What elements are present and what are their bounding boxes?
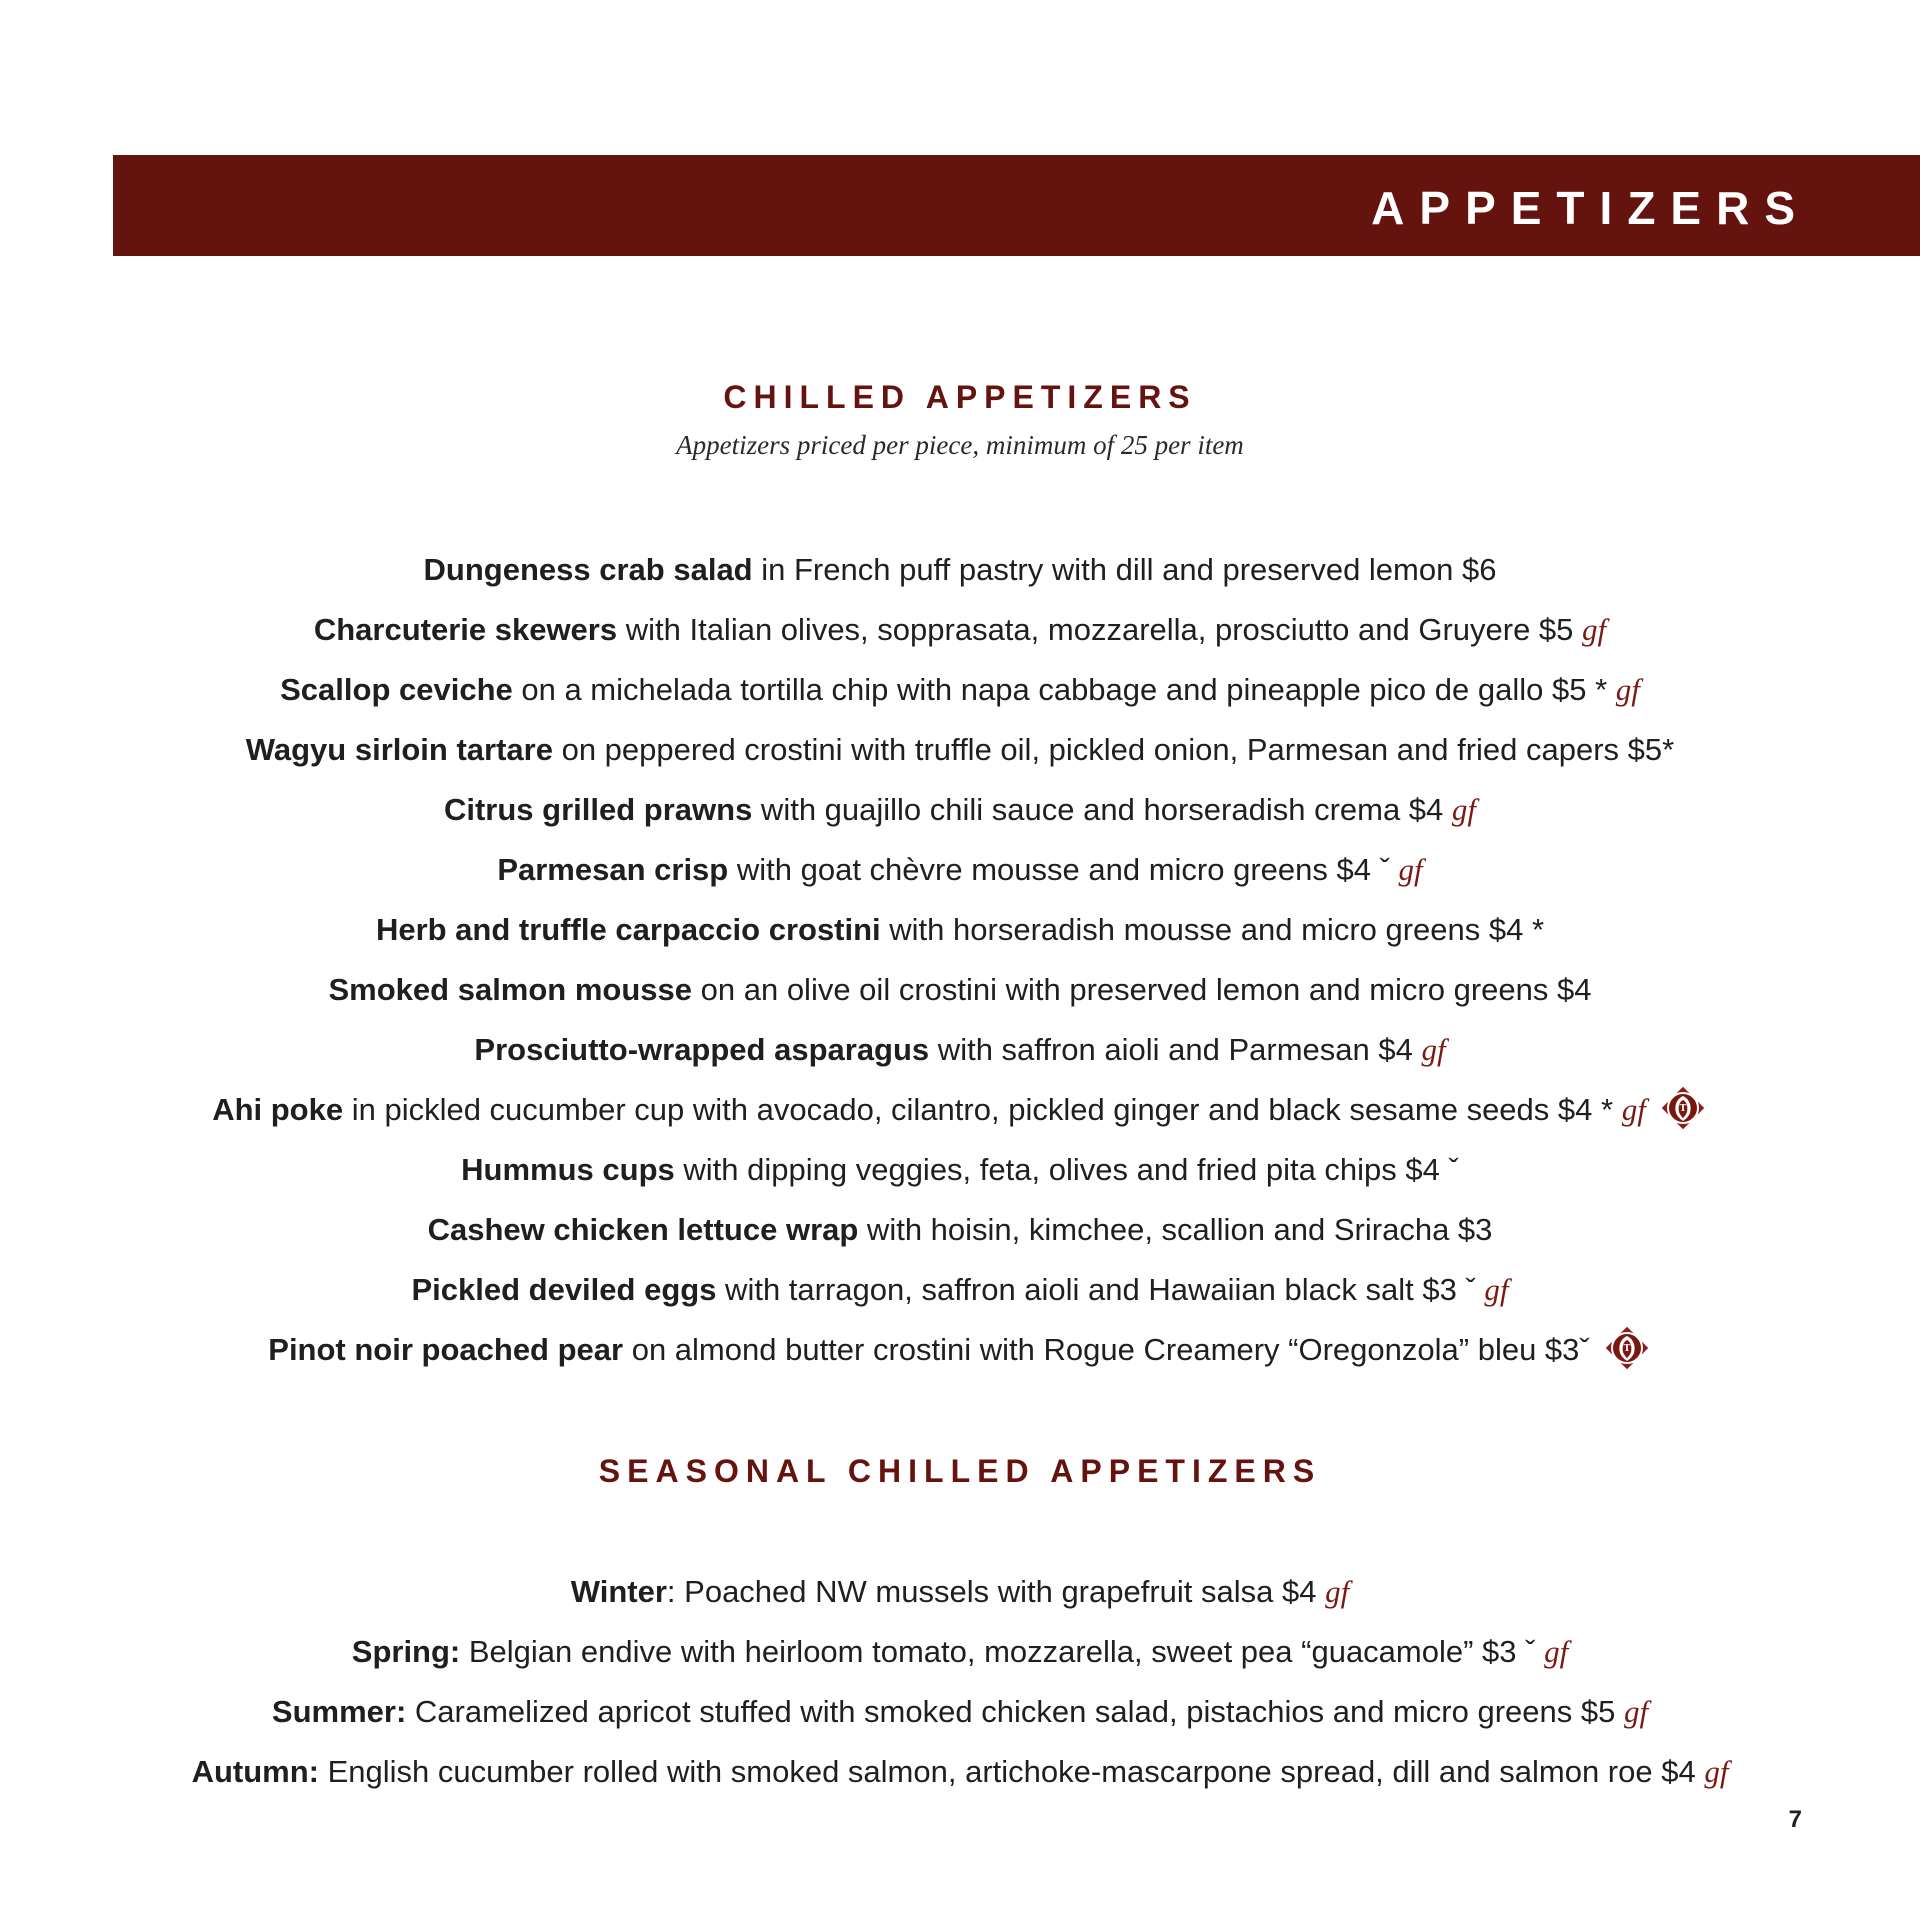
menu-item-description: with dipping veggies, feta, olives and fried pita chips $4 ˇ (674, 1152, 1459, 1187)
gluten-free-marker: gf (1325, 1574, 1350, 1609)
menu-item-description: in French puff pastry with dill and preserved lemon $6 (752, 552, 1497, 587)
pricing-note: Appetizers priced per piece, minimum of 25 per item (676, 430, 1244, 460)
svg-text:T: T (1679, 1103, 1687, 1114)
menu-item-description: with hoisin, kimchee, scallion and Sriracha $3 (858, 1212, 1493, 1247)
menu-item-description: on a michelada tortilla chip with napa cabbage and pineapple pico de gallo $5 * (512, 672, 1616, 707)
gluten-free-marker: gf (1451, 792, 1477, 827)
menu-item-name: Smoked salmon mousse (328, 972, 693, 1007)
menu-item-name: Autumn: (191, 1754, 319, 1789)
menu-item (0, 1688, 1920, 1748)
signature-emblem-icon (1602, 1323, 1652, 1373)
menu-item-description: Belgian endive with heirloom tomato, mozzarella, sweet pea “guacamole” $3 ˇ (460, 1634, 1545, 1669)
menu-item (0, 1748, 1920, 1808)
menu-item (0, 1628, 1920, 1688)
menu-item-description: with goat chèvre mousse and micro greens $4 ˇ (728, 852, 1399, 887)
menu-item-description: with guajillo chili sauce and horseradish crema $4 (752, 792, 1452, 827)
menu-item-name: Winter (570, 1574, 667, 1609)
seasonal-appetizers-heading: SEASONAL CHILLED APPETIZERS (598, 1453, 1322, 1489)
menu-item-description: on almond butter crostini with Rogue Creamery “Oregonzola” bleu $3ˇ (623, 1332, 1590, 1367)
menu-item (0, 546, 1920, 606)
menu-item (0, 1206, 1920, 1266)
banner-title: APPETIZERS (1371, 182, 1810, 234)
menu-item-description: with Italian olives, sopprasata, mozzarella, prosciutto and Gruyere $5 (617, 612, 1583, 647)
menu-item-name: Dungeness crab salad (423, 552, 753, 587)
menu-item-description: with horseradish mousse and micro greens $4 * (880, 912, 1545, 947)
menu-item (0, 846, 1920, 906)
page-number: 7 (1788, 1806, 1802, 1833)
menu-item (0, 1146, 1920, 1206)
gluten-free-marker: gf (1615, 672, 1640, 707)
gluten-free-marker: gf (1398, 852, 1423, 887)
menu-item-name: Hummus cups (461, 1152, 675, 1187)
menu-item-name: Spring: (351, 1634, 461, 1669)
menu-item (0, 1026, 1920, 1086)
chilled-appetizers-list (0, 546, 1920, 1386)
menu-item-name: Scallop ceviche (280, 672, 513, 707)
menu-item (0, 606, 1920, 666)
gluten-free-marker: gf (1582, 612, 1607, 647)
menu-item-name: Wagyu sirloin tartare (245, 732, 553, 767)
menu-item-description: on peppered crostini with truffle oil, pickled onion, Parmesan and fried capers $5* (552, 732, 1675, 767)
gluten-free-marker: gf (1623, 1694, 1649, 1729)
menu-item-description: on an olive oil crostini with preserved lemon and micro greens $4 (692, 972, 1592, 1007)
menu-item (0, 786, 1920, 846)
chilled-appetizers-heading: CHILLED APPETIZERS (723, 379, 1197, 415)
menu-item-name: Summer: (271, 1694, 407, 1729)
menu-item (0, 906, 1920, 966)
menu-item-name: Citrus grilled prawns (443, 792, 753, 827)
seasonal-appetizers-list (0, 1568, 1920, 1808)
menu-item (0, 666, 1920, 726)
menu-item-name: Pinot noir poached pear (268, 1332, 624, 1367)
menu-item-name: Ahi poke (212, 1092, 344, 1127)
gluten-free-marker: gf (1704, 1754, 1729, 1789)
menu-item-description: : Poached NW mussels with grapefruit salsa $4 (666, 1574, 1326, 1609)
gluten-free-marker: gf (1621, 1092, 1646, 1127)
menu-item (0, 1568, 1920, 1628)
menu-item (0, 1266, 1920, 1326)
menu-item-name: Parmesan crisp (497, 852, 729, 887)
section-banner (113, 155, 1920, 256)
gluten-free-marker: gf (1544, 1634, 1569, 1669)
gluten-free-marker: gf (1484, 1272, 1509, 1307)
menu-item-description: English cucumber rolled with smoked salmon, artichoke-mascarpone spread, dill and salmon roe $4 (318, 1754, 1705, 1789)
menu-item (0, 726, 1920, 786)
menu-item-description: with saffron aioli and Parmesan $4 (929, 1032, 1422, 1067)
menu-item-name: Pickled deviled eggs (411, 1272, 717, 1307)
menu-item-name: Herb and truffle carpaccio crostini (375, 912, 881, 947)
menu-item (0, 966, 1920, 1026)
menu-item-description: with tarragon, saffron aioli and Hawaiian black salt $3 ˇ (716, 1272, 1485, 1307)
svg-text:T: T (1623, 1343, 1631, 1354)
menu-item-description: in pickled cucumber cup with avocado, cilantro, pickled ginger and black sesame seeds $4 * (343, 1092, 1622, 1127)
menu-item-name: Charcuterie skewers (313, 612, 618, 647)
menu-item (0, 1326, 1920, 1386)
signature-emblem-icon (1658, 1083, 1708, 1133)
menu-item (0, 1086, 1920, 1146)
menu-item-name: Prosciutto-wrapped asparagus (474, 1032, 930, 1067)
menu-item-description: Caramelized apricot stuffed with smoked chicken salad, pistachios and micro greens $5 (406, 1694, 1624, 1729)
menu-item-name: Cashew chicken lettuce wrap (427, 1212, 859, 1247)
gluten-free-marker: gf (1421, 1032, 1446, 1067)
